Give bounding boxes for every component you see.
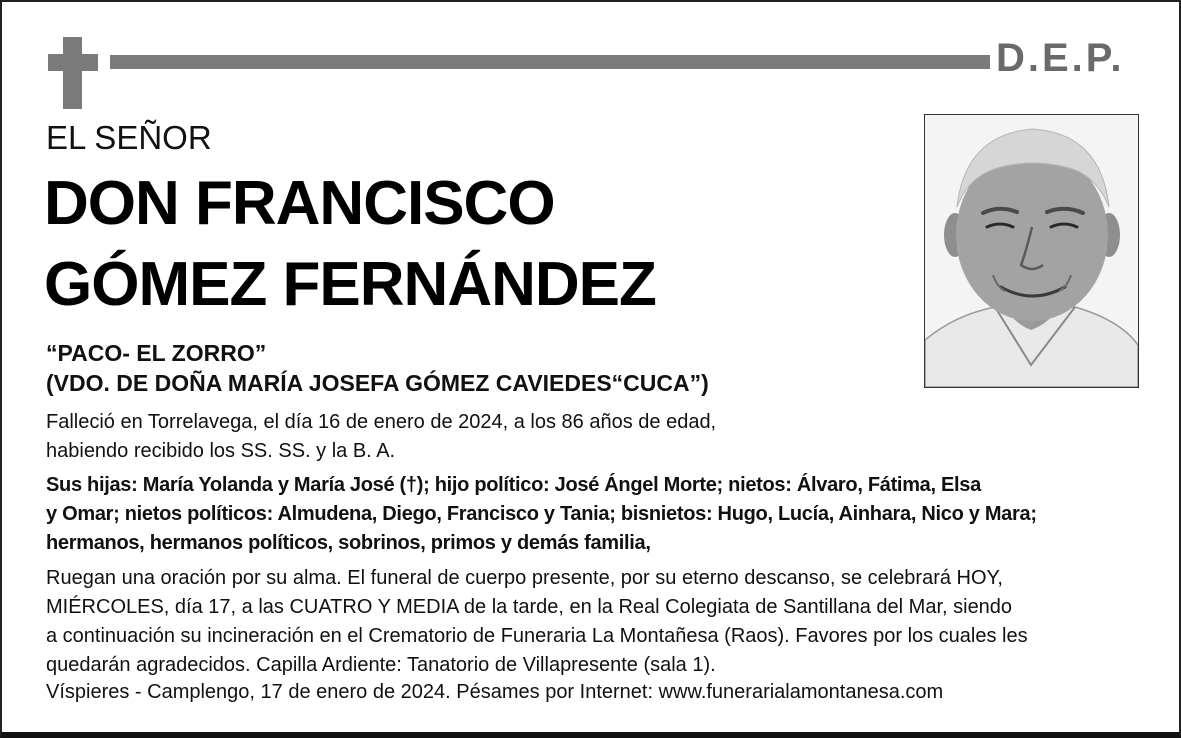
service-details <box>46 564 1156 680</box>
service-line: Ruegan una oración por su alma. El funeral de cuerpo presente, por su eterno descanso, se celebrará HOY, <box>46 567 1003 589</box>
header-rule <box>110 55 990 69</box>
death-line: habiendo recibido los SS. SS. y la B. A. <box>46 440 396 462</box>
cross-vertical-bar <box>63 37 82 109</box>
widower-of: (VDO. DE DOÑA MARÍA JOSEFA GÓMEZ CAVIEDES“CUCA”) <box>46 370 709 396</box>
salutation: EL SEÑOR <box>46 119 212 156</box>
family-list <box>46 471 1156 558</box>
deceased-name-line-1: DON FRANCISCO <box>44 169 555 238</box>
family-line: y Omar; nietos políticos: Almudena, Diego, Francisco y Tania; bisnietos: Hugo, Lucía, Ainhara, Nico y Mara; <box>46 503 1037 525</box>
death-announcement <box>46 408 1156 466</box>
portrait-photo <box>924 114 1139 388</box>
nickname: “PACO- EL ZORRO” <box>46 340 267 366</box>
footer-line: Víspieres - Camplengo, 17 de enero de 2024. Pésames por Internet: www.funerarialamontanesa.com <box>46 681 944 703</box>
portrait-illustration <box>925 115 1138 387</box>
service-line: quedarán agradecidos. Capilla Ardiente: Tanatorio de Villapresente (sala 1). <box>46 654 716 676</box>
service-line: a continuación su incineración en el Crematorio de Funeraria La Montañesa (Raos). Favores por los cuales les <box>46 625 1028 647</box>
family-line: hermanos, hermanos políticos, sobrinos, primos y demás familia, <box>46 532 651 554</box>
dep-label: D.E.P. <box>996 36 1125 80</box>
family-line: Sus hijas: María Yolanda y María José (†); hijo político: José Ángel Morte; nietos: Álvaro, Fátima, Elsa <box>46 474 981 496</box>
footer-note <box>46 678 1156 707</box>
death-line: Falleció en Torrelavega, el día 16 de enero de 2024, a los 86 años de edad, <box>46 411 717 433</box>
deceased-name-line-2: GÓMEZ FERNÁNDEZ <box>44 250 656 319</box>
service-line: MIÉRCOLES, día 17, a las CUATRO Y MEDIA de la tarde, en la Real Colegiata de Santillana del Mar, siendo <box>46 596 1013 618</box>
cross-horizontal-bar <box>48 54 98 71</box>
